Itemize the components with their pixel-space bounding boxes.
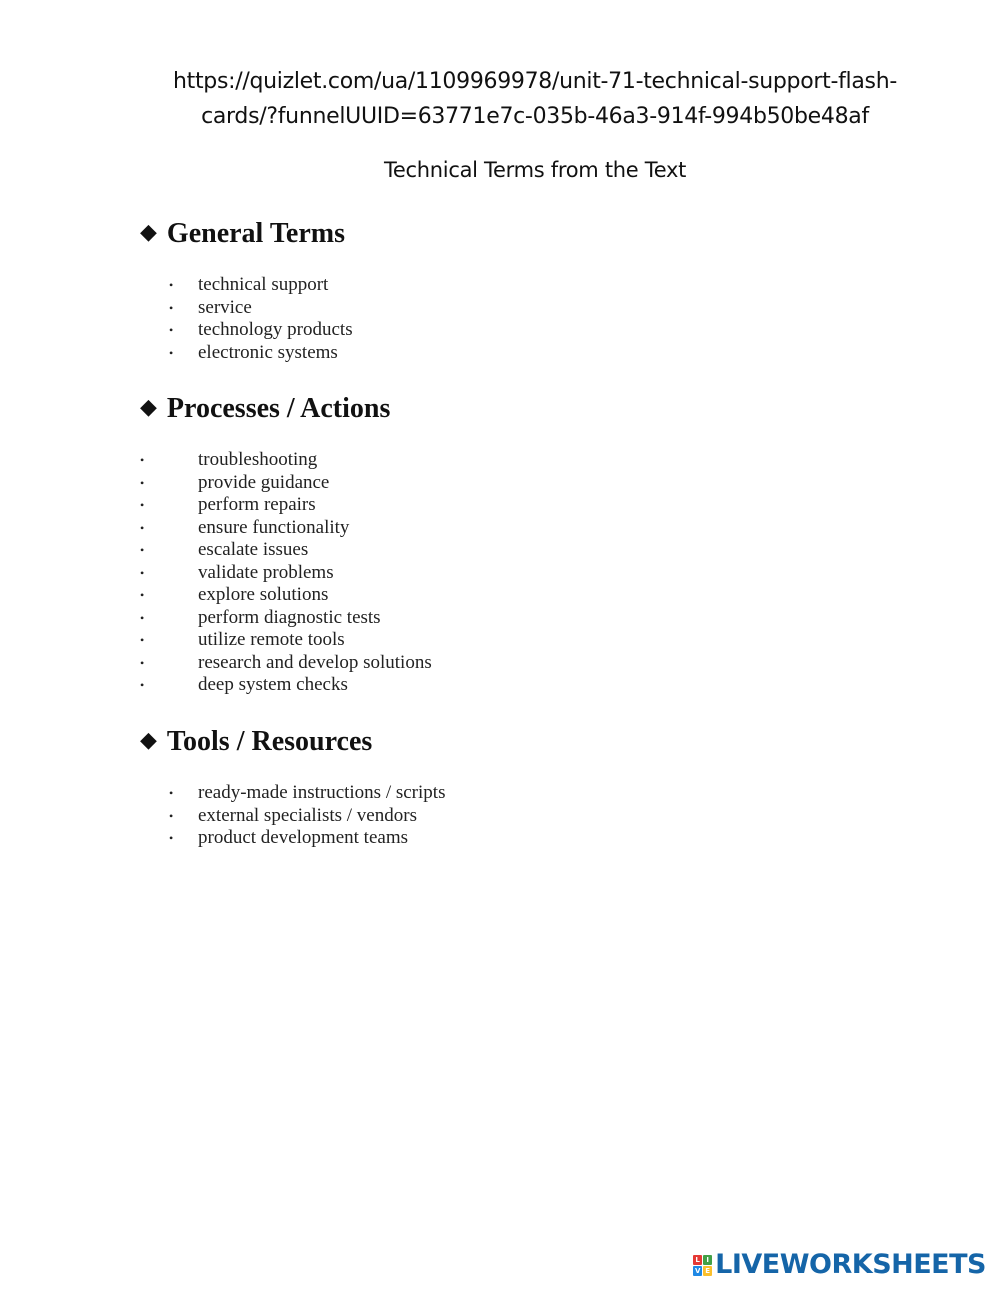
bullet-icon: • [140,453,145,467]
bullet-icon: • [140,633,145,647]
logo-mark-tile: I [703,1255,712,1265]
list-item: • troubleshooting [140,449,318,470]
bullet-icon: • [169,808,174,823]
logo-mark-icon [693,1255,712,1276]
diamond-icon: ◆ [140,220,157,245]
page-subtitle: Technical Terms from the Text [383,158,687,182]
bullet-icon: • [140,543,145,557]
bullet-icon: • [169,300,174,315]
bullet-icon: • [169,831,174,845]
list-item: • escalate issues [140,539,309,560]
list-item: • service [169,296,252,318]
list-item: • perform repairs [140,494,316,515]
bullet-icon: • [140,475,145,490]
list-item: • electronic systems [169,341,338,363]
section-title: General Terms [166,218,346,249]
processes-actions-list [0,449,432,697]
bullet-icon: • [140,610,145,625]
list-item: • external specialists / vendors [169,804,417,826]
list-item: • perform diagnostic tests [140,606,381,628]
source-url: https://quizlet.com/ua/1109969978/unit-71-technical-support-flash-cards/?funnelUUID=63771e7c-035b-46a3-914f-994b50be48af [173,69,897,129]
logo-mark-tile: V [694,1266,701,1275]
bullet-icon: • [169,786,174,800]
list-item: • validate problems [140,561,334,583]
list-item: • deep system checks [140,674,348,695]
list-item: • utilize remote tools [140,629,345,650]
general-terms-list [0,274,353,364]
section-title: Tools / Resources [166,726,373,757]
liveworksheets-logo[interactable] [693,1250,986,1280]
bullet-icon: • [140,565,145,580]
logo-mark-tile: L [693,1255,702,1265]
section-heading-general-terms [140,218,345,250]
bullet-icon: • [140,520,145,535]
logo-text: LIVEWORKSHEETS [715,1249,986,1280]
list-item: • product development teams [169,827,408,848]
diamond-icon: ◆ [140,395,157,420]
bullet-icon: • [140,498,145,512]
bullet-icon: • [169,278,174,292]
list-item: • technology products [169,319,353,340]
bullet-icon: • [140,678,145,692]
section-heading-tools-resources [140,726,372,758]
list-item: • research and develop solutions [140,651,432,673]
tools-resources-list [0,782,445,850]
bullet-icon: • [140,655,145,670]
list-item: • ready-made instructions / scripts [169,782,446,803]
list-item: • provide guidance [140,471,330,493]
list-item: • explore solutions [140,584,329,605]
diamond-icon: ◆ [140,728,157,753]
list-item: • ensure functionality [140,516,350,538]
section-heading-processes-actions [140,393,390,425]
section-title: Processes / Actions [166,393,391,424]
bullet-icon: • [169,323,174,337]
list-item: • technical support [169,274,329,295]
bullet-icon: • [169,345,174,360]
logo-mark-tile: E [703,1266,712,1276]
bullet-icon: • [140,588,145,602]
